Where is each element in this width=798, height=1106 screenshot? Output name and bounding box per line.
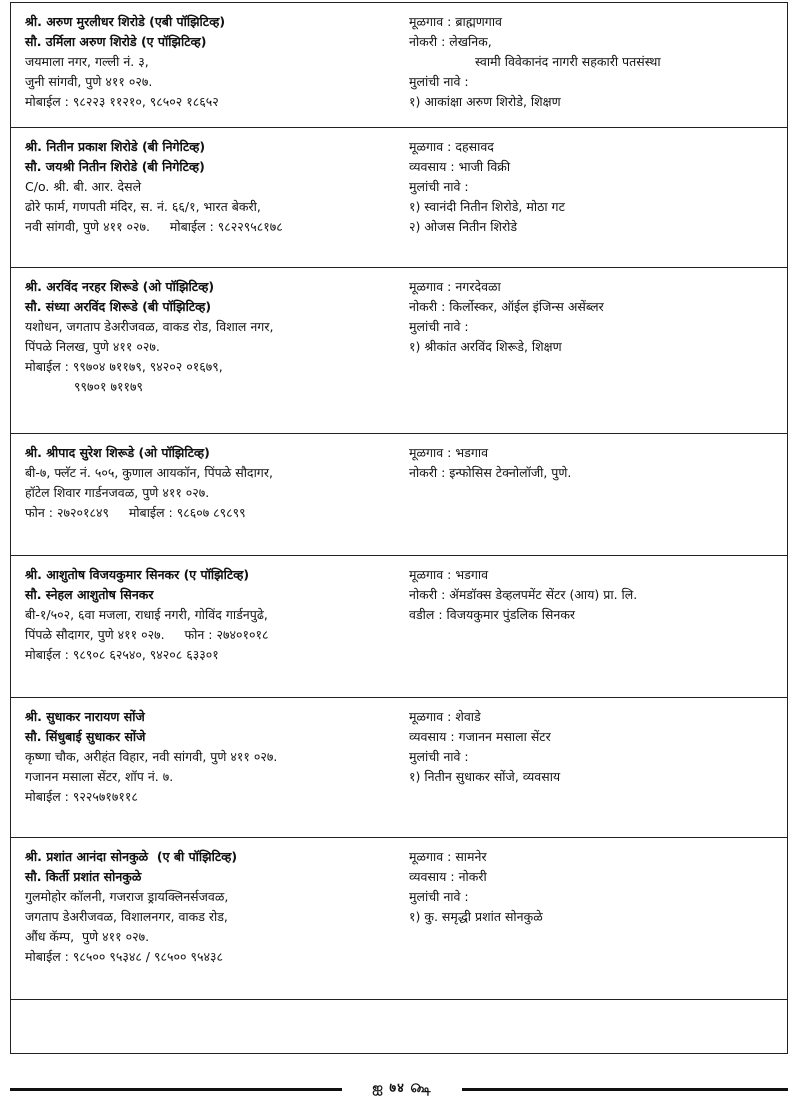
address-line: जुनी सांगवी, पुणे ४११ ०२७. [25,74,153,89]
address-line: औंध कॅम्प, पुणे ४११ ०२७. [25,929,150,944]
occupation: नोकरी : इन्फोसिस टेक्नोलॉजी, पुणे. [409,465,572,480]
occupation: नोकरी : लेखनिक, [409,34,492,49]
family-details [409,443,779,483]
address-line: गुलमोहोर कॉलनी, गजराज ड्रायक्लिनर्सजवळ, [25,889,229,904]
address-line: जयमाला नगर, गल्ली नं. ३, [25,54,149,69]
contact-details [25,847,400,967]
native-village: मूळगाव : शेवाडे [409,709,481,724]
native-village: मूळगाव : भडगाव [409,567,489,582]
directory-entry [11,268,787,434]
address-line: कृष्णा चौक, अरीहंत विहार, नवी सांगवी, पुणे ४११ ०२७. [25,749,278,764]
occupation: नोकरी : किर्लोस्कर, ऑईल इंजिन्स असेंब्लर [409,299,604,314]
contact-details [25,443,400,523]
directory-entry [11,556,787,698]
member-name: श्री. श्रीपाद सुरेश शिरूडे (ओ पॉझिटिव्ह) [25,445,210,460]
child-name: १) नितीन सुधाकर सोंजे, व्यवसाय [409,769,561,784]
mobile-numbers: मोबाईल : ९८२२३ ११२१०, ९८५०२ १८६५२ [25,94,219,109]
family-details [409,707,779,787]
family-details [409,565,779,625]
children-heading: मुलांची नावे : [409,749,469,764]
mobile-numbers: मोबाईल : ९२२५७१७११८ [25,789,138,804]
mobile-numbers: मोबाईल : ९८५०० ९५३४८ / ९८५०० ९५४३८ [25,949,223,964]
address-line: हॉटेल शिवार गार्डनजवळ, पुणे ४११ ०२७. [25,485,210,500]
child-name: १) कु. समृद्धी प्रशांत सोनकुळे [409,909,543,924]
directory-table [10,2,788,1054]
mobile-numbers: मोबाईल : ९८९०८ ६२५४०, ९४२०८ ६३३०१ [25,647,219,662]
occupation: व्यवसाय : गजानन मसाला सेंटर [409,729,551,744]
address-line: गजानन मसाला सेंटर, शॉप नं. ७. [25,769,174,784]
children-heading: मुलांची नावे : [409,889,469,904]
husband-name: श्री. आशुतोष विजयकुमार सिनकर (ए पॉझिटिव्ह) [25,567,250,582]
address-line: ढोरे फार्म, गणपती मंदिर, स. नं. ६६/१, भारत बेकरी, [25,199,261,214]
husband-name: श्री. प्रशांत आनंदा सोनकुळे (ए बी पॉझिटिव्ह) [25,849,238,864]
native-village: मूळगाव : दहसावद [409,139,494,154]
family-details [409,277,779,357]
husband-name: श्री. सुधाकर नारायण सोंजे [25,709,145,724]
occupation: नोकरी : ॲमडॉक्स डेव्हलपमेंट सेंटर (आय) प्रा. लि. [409,587,638,602]
address-line: बी-७, फ्लॅट नं. ५०५, कुणाल आयकॉन, पिंपळे सौदागर, [25,465,273,480]
family-details [409,847,779,927]
native-village: मूळगाव : भडगाव [409,445,489,460]
contact-details [25,277,400,397]
wife-name: सौ. संध्या अरविंद शिरूडे (बी पॉझिटिव्ह) [25,299,212,314]
phone-and-mobile: फोन : २७२०१८४९ मोबाईल : ९८६०७ ८९८९९ [25,505,246,520]
husband-name: श्री. नितीन प्रकाश शिरोडे (बी निगेटिव्ह) [25,139,206,154]
address-and-mobile: नवी सांगवी, पुणे ४११ ०२७. मोबाईल : ९८२२९५८१७८ [25,219,283,234]
wife-name: सौ. किर्ती प्रशांत सोनकुळे [25,869,142,884]
directory-entry [11,434,787,556]
native-village: मूळगाव : नगरदेवळा [409,279,501,294]
mobile-numbers-continued: ९९७०१ ७११७९ [74,379,143,394]
occupation: व्यवसाय : नोकरी [409,869,487,884]
address-and-phone: पिंपळे सौदागर, पुणे ४११ ०२७. फोन : २७४०१०१८ [25,627,269,642]
children-heading: मुलांची नावे : [409,74,469,89]
occupation-continued: स्वामी विवेकानंद नागरी सहकारी पतसंस्था [475,54,661,69]
directory-entry [11,3,787,128]
contact-details [25,137,400,237]
contact-details [25,565,400,665]
child-name: १) स्वानंदी नितीन शिरोडे, मोठा गट [409,199,565,214]
directory-entry [11,698,787,838]
contact-details [25,12,400,112]
wife-name: सौ. स्नेहल आशुतोष सिनकर [25,587,154,602]
address-line: पिंपळे निलख, पुणे ४११ ०२७. [25,339,160,354]
address-line: जगताप डेअरीजवळ, विशालनगर, वाकड रोड, [25,909,228,924]
child-name: १) आकांक्षा अरुण शिरोडे, शिक्षण [409,94,561,109]
empty-entry [11,1000,787,1053]
address-line: यशोधन, जगताप डेअरीजवळ, वाकड रोड, विशाल नगर, [25,319,274,334]
directory-entry [11,128,787,268]
directory-entry [11,838,787,1000]
family-details [409,12,779,112]
page-footer [10,1078,788,1100]
father-name: वडील : विजयकुमार पुंडलिक सिनकर [409,607,576,622]
contact-details [25,707,400,807]
mobile-numbers: मोबाईल : ९९७०४ ७११७९, ९४२०२ ०१६७९, [25,359,223,374]
wife-name: सौ. जयश्री नितीन शिरोडे (बी निगेटिव्ह) [25,159,205,174]
address-line: C/o. श्री. बी. आर. देसले [25,179,142,194]
native-village: मूळगाव : सामनेर [409,849,487,864]
address-line: बी-१/५०२, ६वा मजला, राधाई नगरी, गोविंद गार्डनपुढे, [25,607,268,622]
wife-name: सौ. उर्मिला अरुण शिरोडे (ए पॉझिटिव्ह) [25,34,207,49]
wife-name: सौ. सिंधुबाई सुधाकर सोंजे [25,729,146,744]
native-village: मूळगाव : ब्राह्मणगाव [409,14,503,29]
family-details [409,137,779,237]
children-heading: मुलांची नावे : [409,319,469,334]
footer-rule-left [10,1088,342,1091]
child-name: १) श्रीकांत अरविंद शिरूडे, शिक्षण [409,339,562,354]
occupation: व्यवसाय : भाजी विक्री [409,159,511,174]
children-heading: मुलांची नावे : [409,179,469,194]
page-number: ஐ ७४ ௸ [372,1081,432,1096]
husband-name: श्री. अरुण मुरलीधर शिरोडे (एबी पॉझिटिव्ह) [25,14,226,29]
footer-rule-right [462,1088,788,1091]
child-name: २) ओजस नितीन शिरोडे [409,219,518,234]
husband-name: श्री. अरविंद नरहर शिरूडे (ओ पॉझिटिव्ह) [25,279,215,294]
